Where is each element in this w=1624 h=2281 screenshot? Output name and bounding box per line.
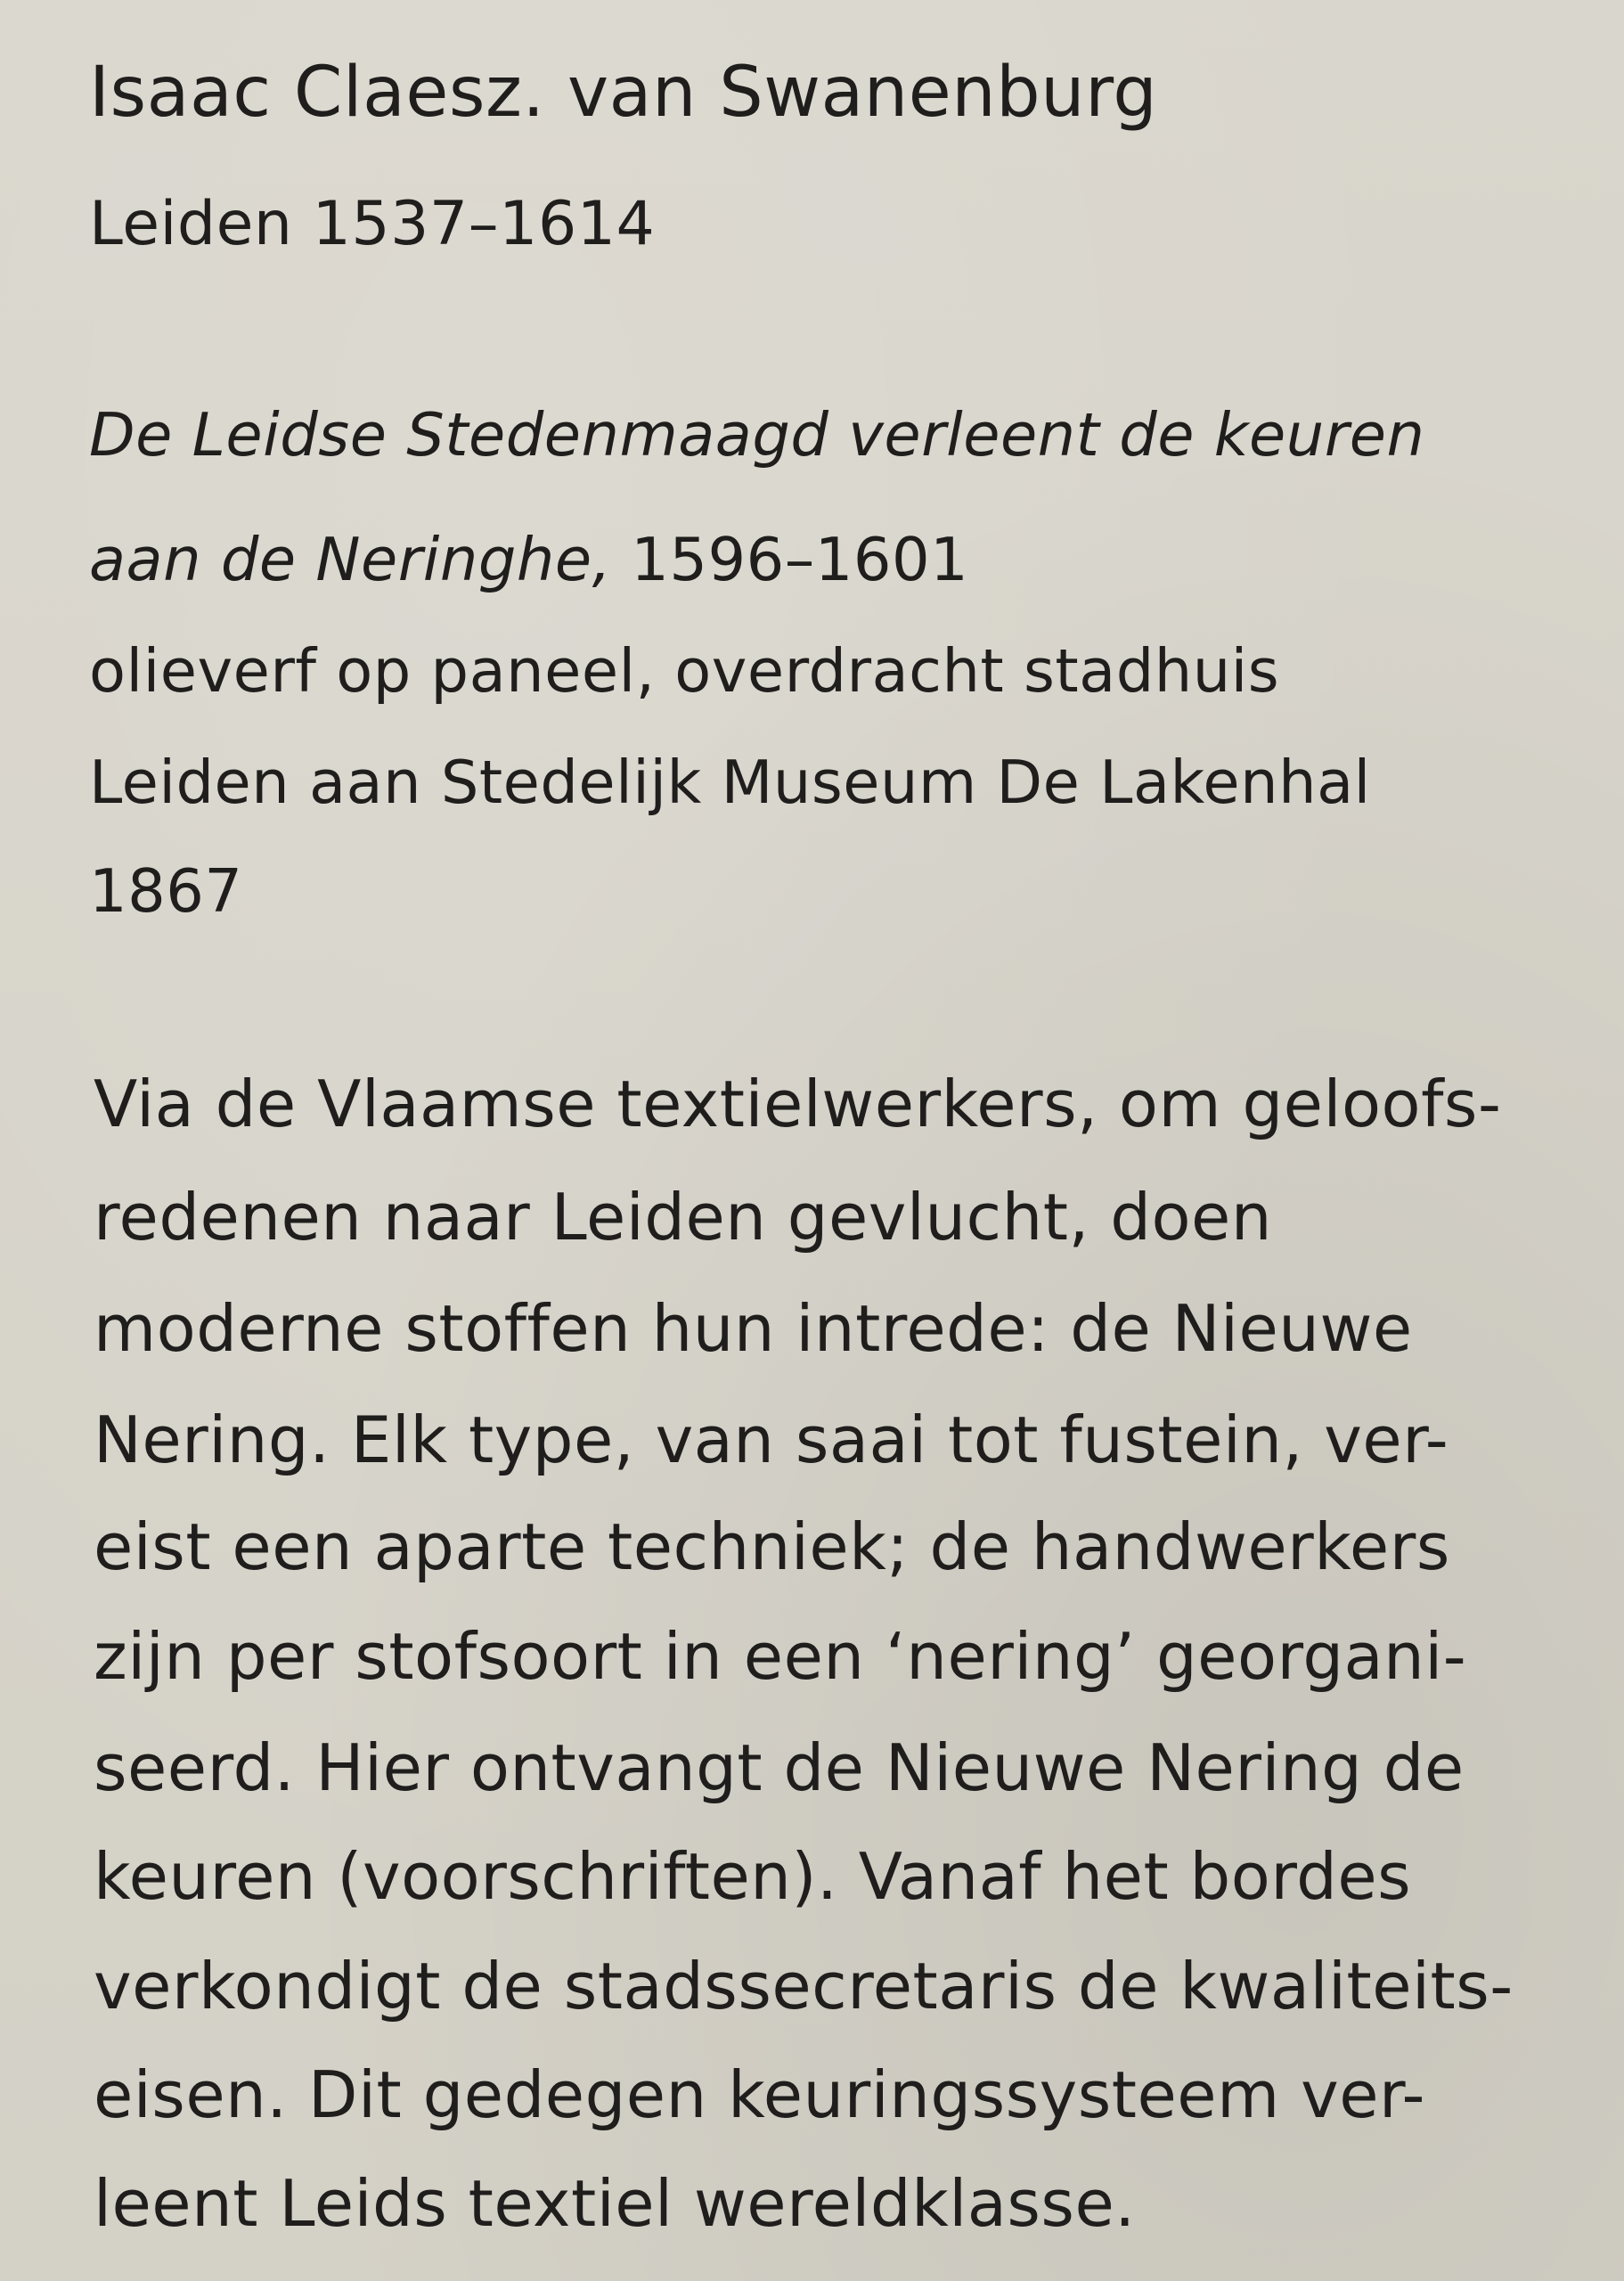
description-line: zijn per stofsoort in een ‘nering’ georgani- <box>94 1619 1467 1694</box>
description-line: seerd. Hier ontvangt de Nieuwe Nering de <box>94 1730 1465 1805</box>
description-line: eisen. Dit gedegen keuringssysteem ver- <box>94 2057 1425 2132</box>
description-line: moderne stoffen hun intrede: de Nieuwe <box>94 1291 1413 1366</box>
artwork-date: 1596–1601 <box>631 525 969 594</box>
artwork-title-line-2-text: aan de Neringhe, <box>89 525 612 594</box>
artwork-medium-line-3: 1867 <box>89 856 243 926</box>
description-line: Nering. Elk type, van saai tot fustein, ver- <box>94 1402 1449 1477</box>
artist-name: Isaac Claesz. van Swanenburg <box>89 53 1158 133</box>
description-line: verkondigt de stadssecretaris de kwaliteits- <box>94 1949 1514 2023</box>
artwork-medium-line-1: olieverf op paneel, overdracht stadhuis <box>89 636 1280 706</box>
artwork-medium-line-2: Leiden aan Stedelijk Museum De Lakenhal <box>89 748 1371 817</box>
artwork-title-line-1: De Leidse Stedenmaagd verleent de keuren <box>89 400 1425 470</box>
description-line: Via de Vlaamse textielwerkers, om geloofs- <box>94 1067 1502 1141</box>
description-line: eist een aparte techniek; de handwerkers <box>94 1509 1450 1584</box>
artwork-title-line-2 <box>89 526 968 594</box>
description-line: keuren (voorschriften). Vanaf het bordes <box>94 1839 1412 1914</box>
artist-life-dates: Leiden 1537–1614 <box>89 189 656 259</box>
description-line: leent Leids textiel wereldklasse. <box>94 2166 1136 2241</box>
description-line: redenen naar Leiden gevlucht, doen <box>94 1180 1272 1255</box>
